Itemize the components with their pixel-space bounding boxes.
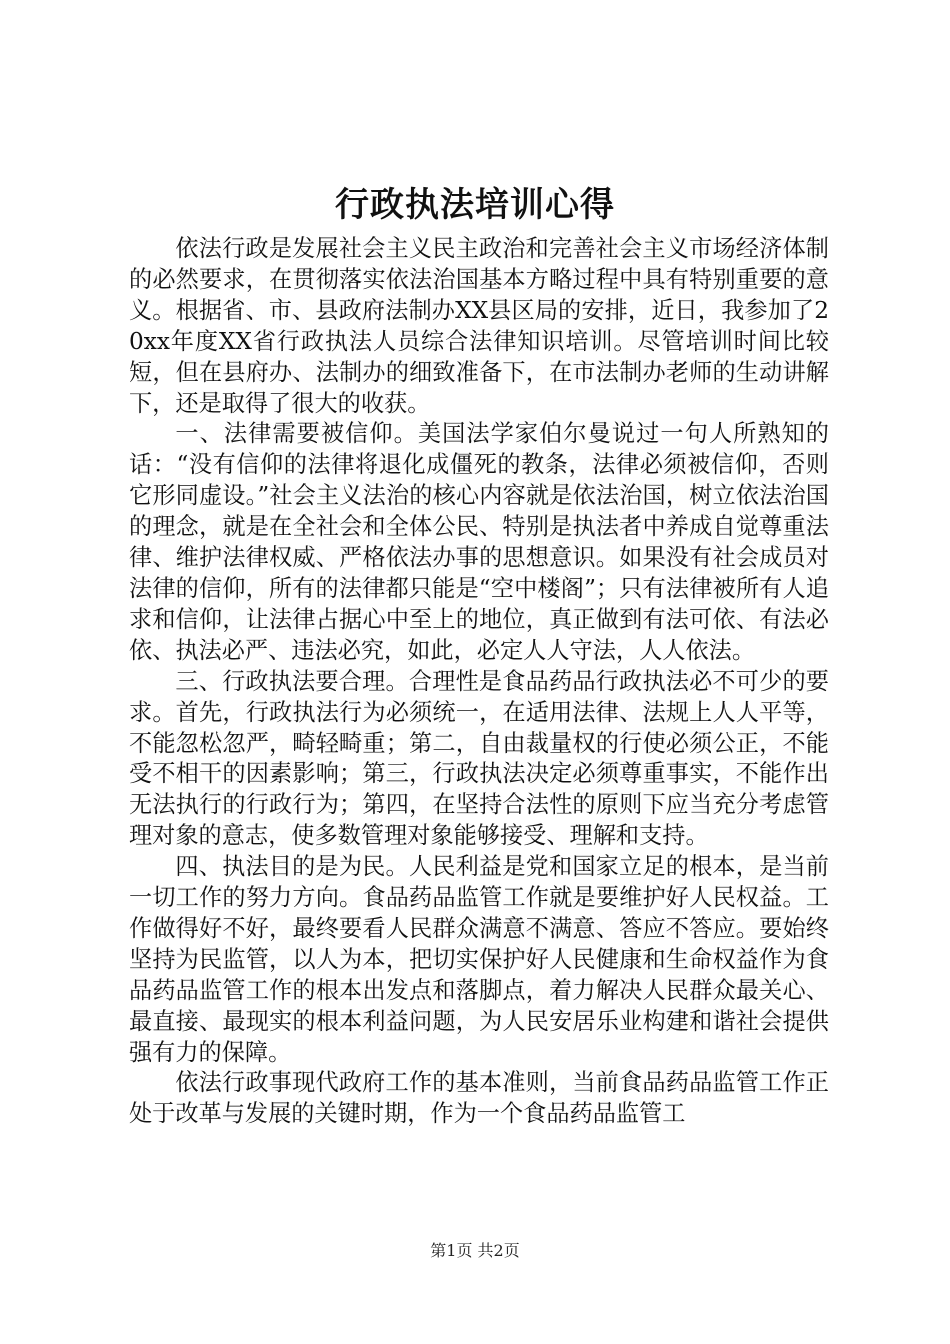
paragraph: 一、法律需要被信仰。美国法学家伯尔曼说过一句人所熟知的话：“没有信仰的法律将退化成僵死的教条，法律必须被信仰，否则它形同虚设。”社会主义法治的核心内容就是依法治国，树立依法治国的理念，就是在全社会和全体公民、特别是执法者中养成自觉尊重法律、维护法律权威、严格依法办事的思想意识。如果没有社会成员对法律的信仰，所有的法律都只能是“空中楼阁”；只有法律被所有人追求和信仰，让法律占据心中至上的地位，真正做到有法可依、有法必依、执法必严、违法必究，如此，必定人人守法，人人依法。: [129, 420, 829, 664]
paragraph: 依法行政事现代政府工作的基本准则，当前食品药品监管工作正处于改革与发展的关键时期，作为一个食品药品监管工: [129, 1069, 829, 1128]
document-body: [129, 234, 829, 1130]
document-title: 行政执法培训心得: [335, 185, 615, 225]
page-number-footer: 第1页 共2页: [430, 1241, 520, 1260]
paragraph: 依法行政是发展社会主义民主政治和完善社会主义市场经济体制的必然要求，在贯彻落实依法治国基本方略过程中具有特别重要的意义。根据省、市、县政府法制办XX县区局的安排，近日，我参加了20xx年度XX省行政执法人员综合法律知识培训。尽管培训时间比较短，但在县府办、法制办的细致准备下，在市法制办老师的生动讲解下，还是取得了很大的收获。: [129, 235, 829, 417]
paragraph: 四、执法目的是为民。人民利益是党和国家立足的根本，是当前一切工作的努力方向。食品药品监管工作就是要维护好人民权益。工作做得好不好，最终要看人民群众满意不满意、答应不答应。要始终坚持为民监管，以人为本，把切实保护好人民健康和生命权益作为食品药品监管工作的根本出发点和落脚点，着力解决人民群众最关心、最直接、最现实的根本利益问题，为人民安居乐业构建和谐社会提供强有力的保障。: [129, 853, 829, 1066]
paragraph: 三、行政执法要合理。合理性是食品药品行政执法必不可少的要求。首先，行政执法行为必须统一，在适用法律、法规上人人平等，不能忽松忽严，畸轻畸重；第二，自由裁量权的行使必须公正，不能受不相干的因素影响；第三，行政执法决定必须尊重事实，不能作出无法执行的行政行为；第四，在坚持合法性的原则下应当充分考虑管理对象的意志，使多数管理对象能够接受、理解和支持。: [129, 667, 829, 850]
